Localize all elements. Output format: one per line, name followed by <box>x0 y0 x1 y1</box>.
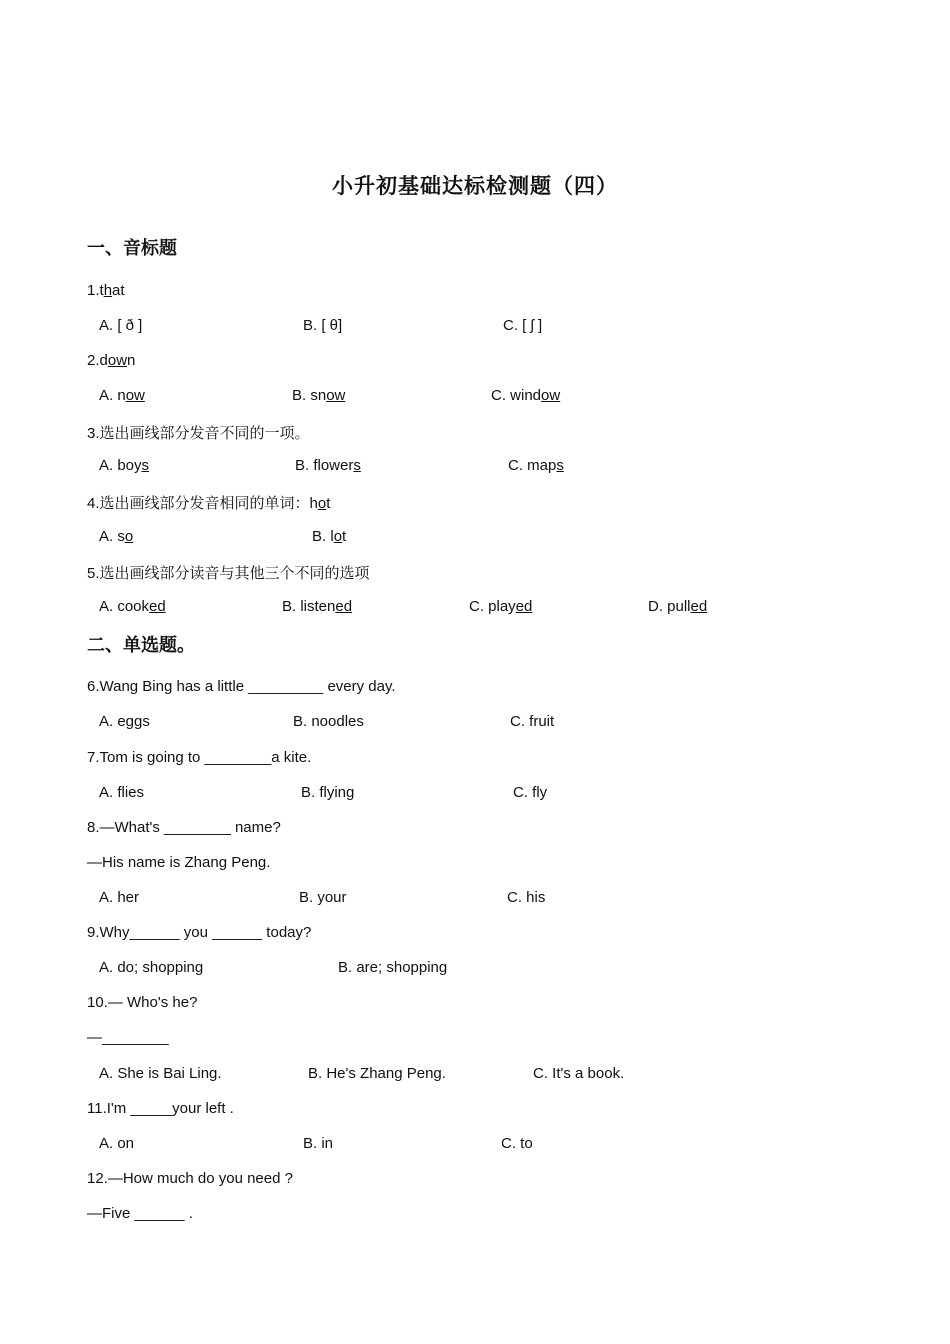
question-5-option-c[interactable] <box>469 598 532 615</box>
question-7-option-b[interactable]: B. flying <box>301 784 355 801</box>
question-4-underlined: o <box>317 495 327 512</box>
question-2-option-c[interactable] <box>491 387 560 404</box>
question-8-line-2: —His name is Zhang Peng. <box>87 854 271 871</box>
option-underlined: ed <box>149 598 166 615</box>
section-heading-phonetics: 一、音标题 <box>87 238 177 259</box>
question-12: 12.—How much do you need ? <box>87 1170 293 1187</box>
option-underlined: ow <box>125 387 145 404</box>
question-6-option-c[interactable]: C. fruit <box>510 713 555 730</box>
option-text: A. cook <box>99 598 150 615</box>
question-5-option-d[interactable] <box>648 598 707 615</box>
option-underlined: ed <box>515 598 533 615</box>
option-text: B. sn <box>292 387 327 404</box>
option-text: A. boy <box>99 457 142 474</box>
question-1-option-a[interactable]: A. [ ð ] <box>99 317 143 334</box>
question-10-line-2: —________ <box>87 1029 169 1046</box>
option-text: A. s <box>99 528 125 545</box>
question-10-option-a[interactable]: A. She is Bai Ling. <box>99 1065 222 1082</box>
page-title: 小升初基础达标检测题（四） <box>332 174 618 198</box>
question-7-option-c[interactable]: C. fly <box>513 784 548 801</box>
question-8-option-c[interactable]: C. his <box>507 889 546 906</box>
option-text: A. n <box>99 387 126 404</box>
question-6-option-b[interactable]: B. noodles <box>293 713 364 730</box>
question-3: 3.选出画线部分发音不同的一项。 <box>87 425 310 442</box>
option-underlined: ow <box>541 387 561 404</box>
question-3-option-b[interactable] <box>295 457 361 474</box>
question-3-option-c[interactable] <box>508 457 564 474</box>
question-8-option-a[interactable]: A. her <box>99 889 140 906</box>
question-6: 6.Wang Bing has a little _________ every day. <box>87 678 396 695</box>
section-heading-single-choice: 二、单选题。 <box>87 635 195 656</box>
question-10-option-b[interactable]: B. He's Zhang Peng. <box>308 1065 446 1082</box>
option-underlined: o <box>333 528 343 545</box>
question-1-underlined: h <box>103 282 113 299</box>
option-underlined: s <box>353 457 361 474</box>
option-underlined: s <box>141 457 150 474</box>
question-10-option-c[interactable]: C. It's a book. <box>533 1065 625 1082</box>
question-6-option-a[interactable]: A. eggs <box>99 713 150 730</box>
question-4 <box>87 492 330 513</box>
option-underlined: ow <box>326 387 346 404</box>
question-3-option-a[interactable] <box>99 457 149 474</box>
option-text: C. map <box>508 457 557 474</box>
question-5-option-a[interactable] <box>99 598 166 615</box>
option-underlined: ed <box>690 598 708 615</box>
question-1 <box>87 282 125 299</box>
question-1-text: 1.t <box>87 282 104 299</box>
question-11-option-c[interactable]: C. to <box>501 1135 533 1152</box>
question-12-line-2: —Five ______ . <box>87 1205 193 1222</box>
question-4-text: 4.选出画线部分发音相同的单词：h <box>87 495 318 512</box>
question-10: 10.— Who's he? <box>87 994 198 1011</box>
option-underlined: o <box>124 528 134 545</box>
question-8-option-b[interactable]: B. your <box>299 889 347 906</box>
option-text: B. l <box>312 528 334 545</box>
question-11-option-b[interactable]: B. in <box>303 1135 334 1152</box>
question-4-option-b[interactable] <box>312 528 346 545</box>
question-9-option-b[interactable]: B. are; shopping <box>338 959 448 976</box>
option-underlined: s <box>556 457 564 474</box>
option-text: C. play <box>469 598 516 615</box>
question-2-option-b[interactable] <box>292 387 345 404</box>
question-1-option-c[interactable]: C. [ ʃ ] <box>503 317 543 334</box>
question-2-option-a[interactable] <box>99 387 145 404</box>
question-2-text: 2.d <box>87 352 108 369</box>
option-text: C. wind <box>491 387 542 404</box>
question-1-text-end: at <box>112 282 125 299</box>
question-7-option-a[interactable]: A. flies <box>99 784 145 801</box>
question-2-underlined: ow <box>107 352 128 369</box>
question-8: 8.—What's ________ name? <box>87 819 281 836</box>
option-underlined: ed <box>335 598 353 615</box>
option-text: B. listen <box>282 598 336 615</box>
option-text: D. pull <box>648 598 691 615</box>
question-1-option-b[interactable]: B. [ θ] <box>303 317 343 334</box>
question-4-option-a[interactable] <box>99 528 133 545</box>
question-4-text-end: t <box>326 495 331 512</box>
question-11: 11.I'm _____your left . <box>87 1100 234 1117</box>
question-2-text-end: n <box>127 352 136 369</box>
question-5: 5.选出画线部分读音与其他三个不同的选项 <box>87 565 370 582</box>
question-11-option-a[interactable]: A. on <box>99 1135 135 1152</box>
option-text-end: t <box>342 528 347 545</box>
question-7: 7.Tom is going to ________a kite. <box>87 749 312 766</box>
question-2 <box>87 352 135 369</box>
question-9-option-a[interactable]: A. do; shopping <box>99 959 204 976</box>
question-9: 9.Why______ you ______ today? <box>87 924 312 941</box>
question-5-option-b[interactable] <box>282 598 352 615</box>
option-text: B. flower <box>295 457 354 474</box>
